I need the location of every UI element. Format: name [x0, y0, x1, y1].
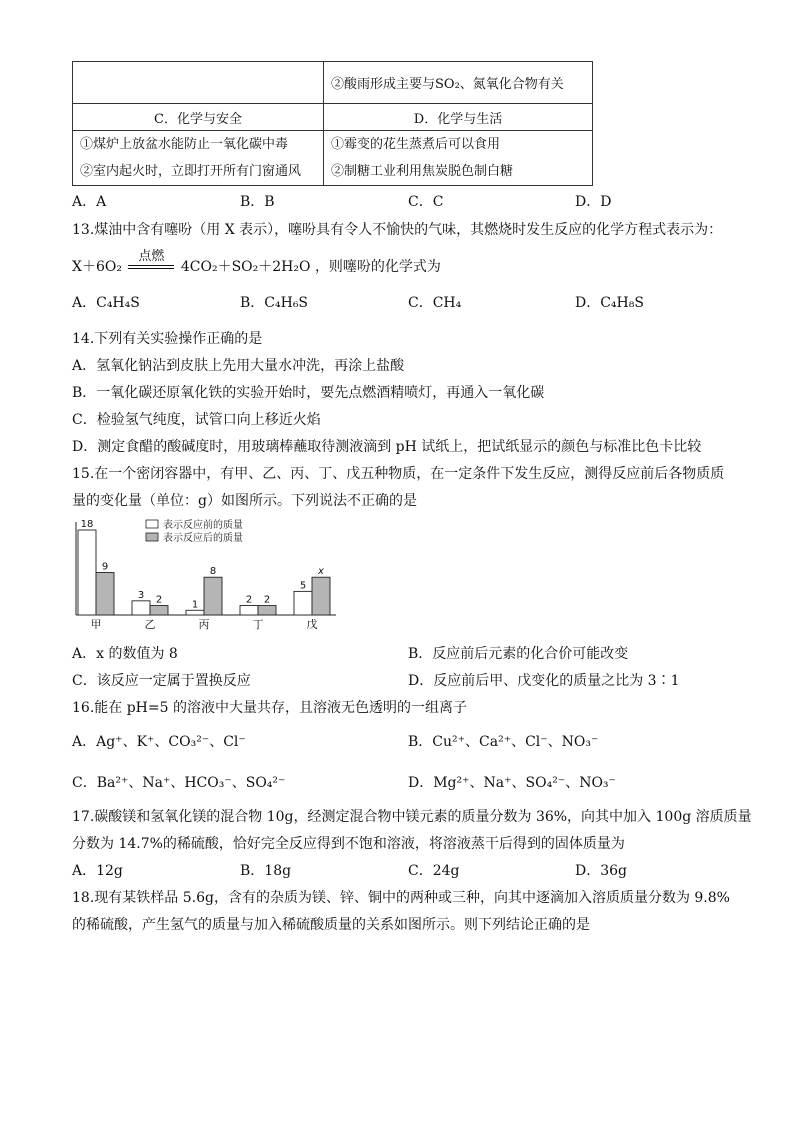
- table-header-c: C．化学与安全: [73, 104, 324, 131]
- option-b[interactable]: B．C₄H₆S: [240, 295, 309, 311]
- q13-stem: 13.煤油中含有噻吩（用 X 表示），噻吩具有令人不愉快的气味，其燃烧时发生反应的化学方程式表示为：: [72, 222, 723, 238]
- option-c[interactable]: C．该反应一定属于置换反应: [72, 673, 251, 689]
- data-label: 8: [209, 566, 217, 578]
- equation-right: 4CO₂＋SO₂＋2H₂O: [180, 259, 311, 275]
- data-label: 18: [80, 519, 94, 530]
- bar: [96, 573, 114, 616]
- legend-label: 表示反应后的质量: [163, 533, 243, 544]
- bar: [240, 606, 258, 615]
- option-c[interactable]: C．C: [408, 194, 444, 210]
- q17-line1: 17.碳酸镁和氢氧化镁的混合物 10g，经测定混合物中镁元素的质量分数为 36%，向其中加入 100g 溶质质量: [72, 809, 752, 825]
- option-b[interactable]: B．一氧化碳还原氧化铁的实验开始时，要先点燃酒精喷灯，再通入一氧化碳: [72, 385, 545, 401]
- q14-stem: 14.下列有关实验操作正确的是: [72, 331, 263, 347]
- q16-stem: 16.能在 pH=5 的溶液中大量共存，且溶液无色透明的一组离子: [72, 700, 467, 716]
- bar: [78, 530, 96, 615]
- option-d[interactable]: D．Mg²⁺、Na⁺、SO₄²⁻、NO₃⁻: [408, 775, 616, 791]
- table-empty-cell: [73, 62, 324, 104]
- option-c[interactable]: C．检验氢气纯度，试管口向上移近火焰: [72, 412, 321, 428]
- equation-left: X＋6O₂: [72, 259, 122, 275]
- bar: [258, 606, 276, 615]
- data-label: 2: [155, 594, 163, 606]
- data-label: 9: [101, 561, 109, 573]
- table-c-item: ②室内起火时，立即打开所有门窗通风: [80, 164, 302, 179]
- option-a[interactable]: A．氢氧化钠沾到皮肤上先用大量水冲洗，再涂上盐酸: [72, 358, 405, 374]
- comparison-table: [72, 61, 593, 186]
- category-label: 甲: [90, 618, 102, 631]
- bar: [150, 606, 168, 615]
- option-d[interactable]: D．36g: [575, 863, 628, 879]
- table-cell-c: [73, 131, 324, 186]
- option-b[interactable]: B．Cu²⁺、Ca²⁺、Cl⁻、NO₃⁻: [408, 734, 599, 750]
- category-label: 丁: [252, 618, 264, 631]
- bar: [186, 610, 204, 615]
- table-cell-d: [324, 131, 593, 186]
- option-b[interactable]: B．反应前后元素的化合价可能改变: [408, 646, 629, 662]
- table-d-item: ①霉变的花生蒸煮后可以食用: [331, 137, 501, 152]
- data-label: 5: [299, 580, 307, 592]
- option-a[interactable]: A．x 的数值为 8: [72, 646, 178, 662]
- table-d-item: ②制糖工业利用焦炭脱色制白糖: [331, 164, 514, 179]
- option-d[interactable]: D．C₄H₈S: [575, 295, 644, 311]
- bar: [312, 577, 330, 615]
- data-label: 1: [191, 599, 199, 611]
- table-c-item: ①煤炉上放盆水能防止一氧化碳中毒: [80, 137, 289, 152]
- option-c[interactable]: C．24g: [408, 863, 460, 879]
- table-top-right-cell: ②酸雨形成主要与SO₂、氮氧化合物有关: [324, 62, 593, 104]
- legend-label: 表示反应前的质量: [163, 520, 243, 531]
- category-label: 乙: [144, 618, 156, 631]
- bar: [204, 577, 222, 615]
- q13-equation: [72, 249, 441, 276]
- bar: [294, 591, 312, 615]
- option-d[interactable]: D．测定食醋的酸碱度时，用玻璃棒蘸取待测液滴到 pH 试纸上，把试纸显示的颜色与标准比色卡比较: [72, 439, 702, 455]
- option-b[interactable]: B．18g: [240, 863, 292, 879]
- q15-stem-line2: 量的变化量（单位：g）如图所示。下列说法不正确的是: [72, 493, 417, 509]
- option-a[interactable]: A．A: [72, 194, 107, 210]
- option-a[interactable]: A．12g: [72, 863, 123, 879]
- equation-condition: 点燃: [138, 249, 165, 264]
- mass-change-bar-chart: [66, 516, 346, 636]
- option-c[interactable]: C．Ba²⁺、Na⁺、HCO₃⁻、SO₄²⁻: [72, 775, 286, 791]
- option-d[interactable]: D．D: [575, 194, 612, 210]
- category-label: 戊: [306, 618, 318, 631]
- legend-swatch: [146, 533, 158, 541]
- equation-equals-sign: [128, 265, 174, 269]
- data-label: 2: [263, 594, 271, 606]
- data-label: 3: [137, 589, 145, 601]
- option-c[interactable]: C．CH₄: [408, 295, 462, 311]
- data-label: 2: [245, 594, 253, 606]
- legend-swatch: [146, 520, 158, 528]
- option-a[interactable]: A．C₄H₄S: [72, 295, 140, 311]
- data-label: x: [318, 566, 324, 578]
- q17-line2: 分数为 14.7%的稀硫酸，恰好完全反应得到不饱和溶液，将溶液蒸干后得到的固体质量为: [72, 836, 625, 852]
- option-b[interactable]: B．B: [240, 194, 275, 210]
- q18-line1: 18.现有某铁样品 5.6g，含有的杂质为镁、锌、铜中的两种或三种，向其中逐滴加入溶质质量分数为 9.8%: [72, 890, 730, 906]
- bar: [132, 601, 150, 615]
- q15-stem-line1: 15.在一个密闭容器中，有甲、乙、丙、丁、戊五种物质，在一定条件下发生反应，测得反应前后各物质质: [72, 466, 725, 482]
- q18-line2: 的稀硫酸，产生氢气的质量与加入稀硫酸质量的关系如图所示。则下列结论正确的是: [72, 917, 590, 933]
- table-header-d: D．化学与生活: [324, 104, 593, 131]
- equation-arrow: [126, 249, 176, 275]
- option-a[interactable]: A．Ag⁺、K⁺、CO₃²⁻、Cl⁻: [72, 734, 246, 750]
- option-d[interactable]: D．反应前后甲、戊变化的质量之比为 3∶1: [408, 673, 680, 689]
- equation-tail: ，则噻吩的化学式为: [314, 259, 441, 275]
- category-label: 丙: [198, 618, 210, 631]
